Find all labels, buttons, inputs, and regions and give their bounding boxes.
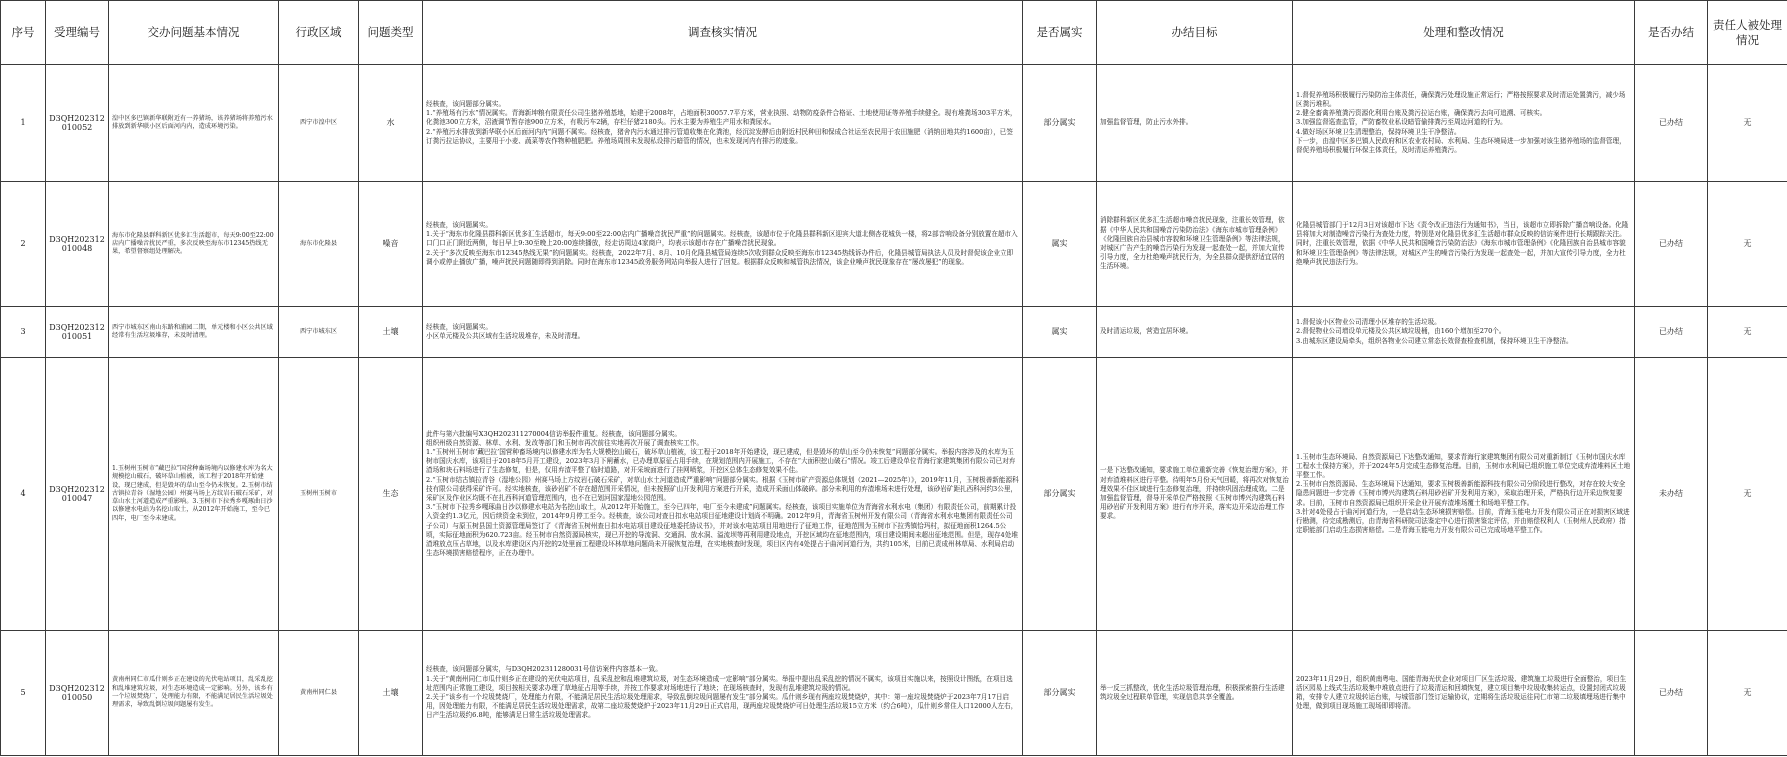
cell-punish: 无 [1708,631,1787,756]
cell-investigation [423,631,1023,756]
cell-id: D3QH202312010052 [46,65,109,182]
paragraph: 1.玉树市生态环境局、自然资源局已下达整改通知，要求青海行家建筑集团有限公司对重新制订《玉树市国庆水库工程水土保持方案》，并于2024年5月完成生态修复治理。目前，玉树市水利局已组织施工单位完成弃渣堆料区土地平整工作。 [1296,452,1631,479]
cell-true: 属实 [1023,182,1097,307]
paragraph: 小区单元楼及公共区域有生活垃圾堆存，未及时清理。 [426,332,585,340]
header-true: 是否属实 [1023,1,1097,65]
header-row [1,1,1787,65]
paragraph: 2.督促物业公司增设单元楼及公共区域垃圾桶，由160个增加至270个。 [1296,327,1506,336]
paragraph: 经核查，该问题属实。 [426,322,492,331]
paragraph: 2.关于“多次反映至海东市12345热线无果”的问题属实。经核查，2022年7月、8月、10月化隆县城管局连续5次收到群众反映至海东市12345热线诉办件后，化隆县城管局执法人员及时督促该企业立即调小或停止播放广播，噪声扰民问题随即得到消除。同时在海东市12345政务服务网站向举报人进行了回复。根据群众反映和城管执法情况，该企业噪声扰民现象存在“屡改屡犯”的现象。 [426,248,1014,266]
cell-no: 2 [1,182,46,307]
header-region: 行政区域 [279,1,359,65]
paragraph: 2.关于“该乡有一个垃圾焚烧厂，处理能力有限，不能满足居民生活垃圾处理需求，导致乱倒垃圾问题屡有发生”部分属实。瓜什则乡现有两座垃圾焚烧炉，其中：第一座垃圾焚烧炉于2023年7月17日启用，因处理能力有限，不能满足居民生活垃圾处理需求，故第二座垃圾焚烧炉于2023年11月29日正式启用，现两座垃圾焚烧炉可日处理生活垃圾15立方米（约合6吨），瓜什则乡常住人口12000人左右，日产生活垃圾约6.8吨，能够满足日常生活垃圾处理需求。 [426,693,1018,720]
table-row [1,358,1787,631]
cell-region: 玉树州玉树市 [279,358,359,631]
paragraph: 1.关于“海东市化隆县群科新区优多汇生活超市，每天9:00至22:00店内广播噪音扰民严重”的问题属实。经核查，该超市位于化隆县群科新区迎宾大道北侧杏花城负一楼，将2部音响设备分别放置在超市入口门口正门附近两侧，每日早上9:30至晚上20:00连续播放，经走访周边4家商户，均表示该超市存在广播噪音扰民现象。 [426,230,1018,248]
cell-type: 土壤 [359,631,423,756]
cell-basic: 黄南州同仁市瓜什则乡正在建设的光伏电站项目，乱采乱挖和乱堆建筑垃圾，对生态环境造成一定影响。另外，该乡有一个垃圾焚烧厂，处理能力有限，不能满足居民生活垃圾处理需求，导致乱倒垃圾问题屡有发生。 [109,631,279,756]
paragraph: 2.“养殖污水排放到新华联小区后面河内内”问题不属实。经核查，猪舍内污水通过排污管道收集在化粪池，经沉淀发酵后由附近村民种田和保成合社运至农民用于农田施肥（消纳田地共约1600亩），已签订粪污拉运协议，主要用于小麦、蔬菜等农作物种植肥肥。养殖场周围未发现私设排污暗管的情况，也未发现河内有排污的迹象。 [426,127,1013,145]
cell-basic: 1.玉树州玉树市“藏巴拉”国营种畜场境内以修建水库为名大规模挖山破石，破坏草山植被，该工程于2018年开始建设，现已建成，但是毁坏的草山至今仍未恢复。2.玉树市结古镇拉青谷（湿地公园）州赛马场上方纹岩石破石采矿，对草山水土河道造成严重影响。3.玉树市下拉秀乡嘎琢曲日沙以修建水电站为名挖山取土，从2012年开始施工，至今已四年，电厂至今未建成。 [109,358,279,631]
cell-region: 西宁市城东区 [279,307,359,358]
paragraph: 4.做好场区环境卫生清理整治，保持环境卫生干净整洁。 [1296,127,1461,136]
paragraph: 3.加强监督巡查监管，严防畜牧业私设暗管偷排粪污至周边河道的行为。 [1296,118,1507,127]
cell-handling [1293,182,1635,307]
cell-investigation [423,65,1023,182]
cell-investigation [423,358,1023,631]
cell-goal: 加强监督管理，防止污水外排。 [1097,65,1293,182]
cell-id: D3QH202312010047 [46,358,109,631]
paragraph: 1.督促养殖场积极履行污染防治主体责任，确保粪污处理设施正常运行；严格按照要求及时清运处置粪污，减少场区粪污堆积。 [1296,90,1626,108]
cell-basic: 西宁市城东区南山东路和浦园二期，单元楼和小区公共区域经常有生活垃圾堆存，未及时清理。 [109,307,279,358]
cell-region: 海东市化隆县 [279,182,359,307]
cell-handling [1293,358,1635,631]
paragraph: 经核查，该问题属实。 [426,220,492,229]
header-type: 问题类型 [359,1,423,65]
cell-no: 3 [1,307,46,358]
cell-goal: 消除群科新区优多汇生活超市噪音扰民现象，注重长效管理，依据《中华人民共和国噪音污染防治法》《海东市城市管理条例》《化隆回族自治县城市容貌和环境卫生管理条例》等法律法规，对城区广告产生的噪音污染行为发现一起查处一起，并加大宣传引导力度，全力杜绝噪声扰民行为，为全县群众提供舒适宜居的生活环境。 [1097,182,1293,307]
cell-type: 生态 [359,358,423,631]
header-basic: 交办问题基本情况 [109,1,279,65]
cell-region: 黄南州同仁县 [279,631,359,756]
cell-basic: 海东市化隆县群科新区优多汇生活超市，每天9:00至22:00店内广播噪音扰民严重，多次反映至海东市12345热线无果，希望督察组处理解决。 [109,182,279,307]
paragraph: 1.“玉树州玉树市‘藏巴拉’国营种畜场境内以修建水库为名大规模挖山破石，破坏草山植被，该工程于2018年开始建设，现已建成，但是毁坏的草山至今仍未恢复”问题部分属实。举报内容涉及的水库为玉树市国庆水库，该项目于2018年5月开工建设，2023年3月下闸蓄水，已办理草原征占用手续，在规划范围内开展施工，不存在“大面积挖山破石”情况。竣工后建设单位青海行家建筑集团有限公司已对弃渣场和块石料场进行了生态修复，但是，仅用弃渣平整了临时道路，对开采坡面进行了挂网喷浆，开挖区总体生态修复效果不佳。 [426,447,1016,475]
cell-investigation [423,182,1023,307]
paragraph: 1.“养殖场有污水”情况属实。青海新坤粮有限责任公司生猪养殖基地，始建于2008年，占地面积30057.7平方米，营业执照、动物防疫条件合格证、土地使用证等养殖手续健全。现有堆粪场303平方米，化粪池300立方米，沼液调节暂存池900立方米，有吸污车2辆，存栏仔猪2180头。污水主要为养殖生产用水和粪尿水。 [426,109,1017,127]
header-done: 是否办结 [1635,1,1708,65]
cell-true: 部分属实 [1023,358,1097,631]
paragraph: 化隆县城管部门于12月3日对该超市下达《责令改正违法行为通知书》，当日，该超市立即拆除广播音响设备。化隆县将加大对制造噪音污染行为查处力度，特别是对化隆县优多汇生活超市群众反映的信访案件进行长期跟踪关注。同时，注重长效管理，依据《中华人民共和国噪音污染防治法》《海东市城市管理条例》《化隆回族自治县城市容貌和环境卫生管理条例》等法律法规，对城区产生的噪音污染行为发现一起查处一起，并加大宣传引导力度，全力杜绝噪声扰民违法行为。 [1296,220,1629,266]
cell-punish: 无 [1708,307,1787,358]
paragraph: 下一步，由湟中区多巴镇人民政府和区农业农村局、水利局、生态环境局进一步加强对该生猪养殖场的监督管理，督促养殖场积极履行环保主体责任，及时清运养殖粪污。 [1296,136,1626,154]
paragraph: 2.健全畜禽养殖粪污资源化利用台账及粪污拉运台账，确保粪污去向可追溯、可核实。 [1296,109,1547,118]
cell-true: 属实 [1023,307,1097,358]
cell-handling [1293,307,1635,358]
cell-punish: 无 [1708,358,1787,631]
paragraph: 2.玉树市自然资源局、生态环境局下达通知，要求玉树极善新能源科技有限公司分阶段进行整改，对存在较大安全隐患问题进一步完善《玉树市博兴沟建筑石料用砂岩矿开发利用方案》，采取治理开采，严格执行边开采边恢复要求。目前，玉树市自然资源局已组织开采企业开展弃渣堆场覆土和场地平整工作。 [1296,480,1626,507]
cell-no: 5 [1,631,46,756]
paragraph: 3.“玉树市下拉秀乡嘎琢曲日沙以修建水电站为名挖山取土，从2012年开始施工，至今已四年，电厂至今未建成”问题属实。经核查，该项目实施单位为青海省水利水电（集团）有限责任公司，前期累计投入资金约1.3亿元，因后续资金未到位，2014年9月停工至今。经核查，该公司对查日扣水电站项目征地建设计划尚不明确。2012年9月，青海省玉树州开发有限公司（青海省水利水电集团有限责任公司子公司）与原玉树县国土资源管理局签订了《青海省玉树州查日扣水电站项目建设征地委托协议书》，并对该水电站项目用地进行了征地工作，征地范围为玉树市下拉秀镇恰玛村，拟征地面积1264.5公顷，实际征地面积为620.723亩。经玉树市自然资源局核实，现已开挖的导流洞、交通洞、放水洞、溢流坝等再利用建设地点，开挖区域均在征地范围内，项目建设期间未超出征地范围。但是，现存4处堆渣堆放点压占草地，以及水库建设区内开挖的2处里面工程建设坏林草地问题尚未开展恢复治理，在实地核查时发现，项目区内有4处提占于曲河河道行为，共约105米，目前已责成州林草局、水利局启动生态环境损害赔偿程序，正在办理中。 [426,503,1018,558]
paragraph: 2023年11月29日，组织黄南粤电、国能青海光伏企业对项目厂区生活垃圾、建筑施工垃圾进行全面整治，项目生活区园易上线式生活垃圾集中堆放点进行了垃圾清运和回填恢复，建立项目集中垃圾收集转运点，设置封闭式垃圾箱，安排专人建立垃圾转运台账，与城管部门签订运输协议，定期将生活垃圾运往同仁市第二垃圾填埋场进行集中处理，做到项目现场施工现场即即将清。 [1296,674,1627,711]
paragraph: 3.由城东区建设局牵头，组织各物业公司建立常态长效督查检查机制，保持环境卫生干净整洁。 [1296,336,1573,345]
paragraph: 经核查，该问题部分属实。 [426,99,506,108]
cell-punish: 无 [1708,182,1787,307]
cell-punish: 无 [1708,65,1787,182]
cell-region: 西宁市湟中区 [279,65,359,182]
cell-goal: 及时清运垃圾，营造宜居环境。 [1097,307,1293,358]
cell-true: 部分属实 [1023,631,1097,756]
cell-done: 已办结 [1635,65,1708,182]
cell-no: 1 [1,65,46,182]
paragraph: 经核查，该问题部分属实，与D3QH202311280031号信访案件内容基本一致。 [426,665,662,674]
table-row [1,65,1787,182]
cell-true: 部分属实 [1023,65,1097,182]
cell-done: 已办结 [1635,307,1708,358]
header-id: 受理编号 [46,1,109,65]
table-row [1,631,1787,756]
header-investigation: 调查核实情况 [423,1,1023,65]
header-no: 序号 [1,1,46,65]
table-row [1,182,1787,307]
paragraph: 1.督促该小区物业公司清理小区堆存的生活垃圾。 [1296,318,1441,327]
table-row [1,307,1787,358]
header-punish: 责任人被处理情况 [1708,1,1787,65]
paragraph: 3.针对4处侵占于曲河河道行为，一是启动生态环境损害赔偿。目前，青海玉能电力开发有限公司正在对损害区域进行勘测，待完成勘测后，由青海省科研院司法鉴定中心进行损害鉴定评估，并由赔偿权利人（玉树州人民政府）指定职能部门启动生态损害赔偿。二是青海玉能电力开发有限公司已完成场地平整工作。 [1296,507,1630,535]
cell-type: 土壤 [359,307,423,358]
cell-handling [1293,631,1635,756]
cell-type: 水 [359,65,423,182]
header-handling: 处理和整改情况 [1293,1,1635,65]
cell-investigation [423,307,1023,358]
paragraph: 此件与第六批编号X3QH202311270004信访举报件重复。经核查，该问题部分属实。 [426,429,682,438]
cell-id: D3QH202312010050 [46,631,109,756]
paragraph: 组织州级自然资源、林草、水利、发改等部门和玉树市再次前往实地再次开展了调查核实工作。 [426,438,703,447]
cell-done: 已办结 [1635,631,1708,756]
cell-type: 噪音 [359,182,423,307]
cell-done: 未办结 [1635,358,1708,631]
cell-basic: 湟中区多巴镇新华联附近有一养猪场，该养猪场将养殖污水排放到新华联小区后面河内内，造成环境污染。 [109,65,279,182]
cell-no: 4 [1,358,46,631]
cell-handling [1293,65,1635,182]
cell-id: D3QH202312010051 [46,307,109,358]
paragraph: 1.关于“黄南州同仁市瓜什则乡正在建设的光伏电站项目，乱采乱挖和乱堆建筑垃圾，对生态环境造成一定影响”部分属实。举报中提出乱采乱挖的情况不属实，该项目实施以来，按照设计图纸，在项目选址范围内正常施工建设，项目按相关要求办理了草地征占用等手续，并按工作要求对场地进行了地块；在现场核查时，发现有乱堆建筑垃圾的情况。 [426,674,1013,692]
cell-done: 已办结 [1635,182,1708,307]
header-goal: 办结目标 [1097,1,1293,65]
cell-goal: 一是下达整改通知，要求施工单位重新完善《恢复治理方案》，并对弃渣堆料区进行平整。待明年5月份天气回暖，将再次对恢复治理效果不佳区域进行生态修复治理，并持续巩固治理成效。二是加强监督管理，督导开采单位严格按照《玉树市博兴沟建筑石料用砂岩矿开发利用方案》进行有序开采，落实边开采边治理工作要求。 [1097,358,1293,631]
cell-goal: 举一反三抓整改，优化生活垃圾管理治理，积极探索推行生活建筑垃圾全过程联单管理，实现信息共享全覆盖。 [1097,631,1293,756]
paragraph: 2.“玉树市结古镇拉青谷（湿地公园）州赛马场上方纹岩石破石采矿，对草山水土河道造成严重影响”问题部分属实。根据《玉树市矿产资源总体规划（2021—2025年）》，2019年11月，玉树极善新能源科技有限公司获得采矿许可。经实地核查，该砂岩矿不存在超范围开采情况，但未按照矿山开发利用方案进行开采，造成开采面山体破碎。部分未利用的弃渣堆场未进行处理，该砂岩矿距扎西科河约3公里，采矿区及作业区均既不在扎西科河道管理范围内，也不在已划河国家湿地公园范围。 [426,475,1019,502]
cell-id: D3QH202312010048 [46,182,109,307]
